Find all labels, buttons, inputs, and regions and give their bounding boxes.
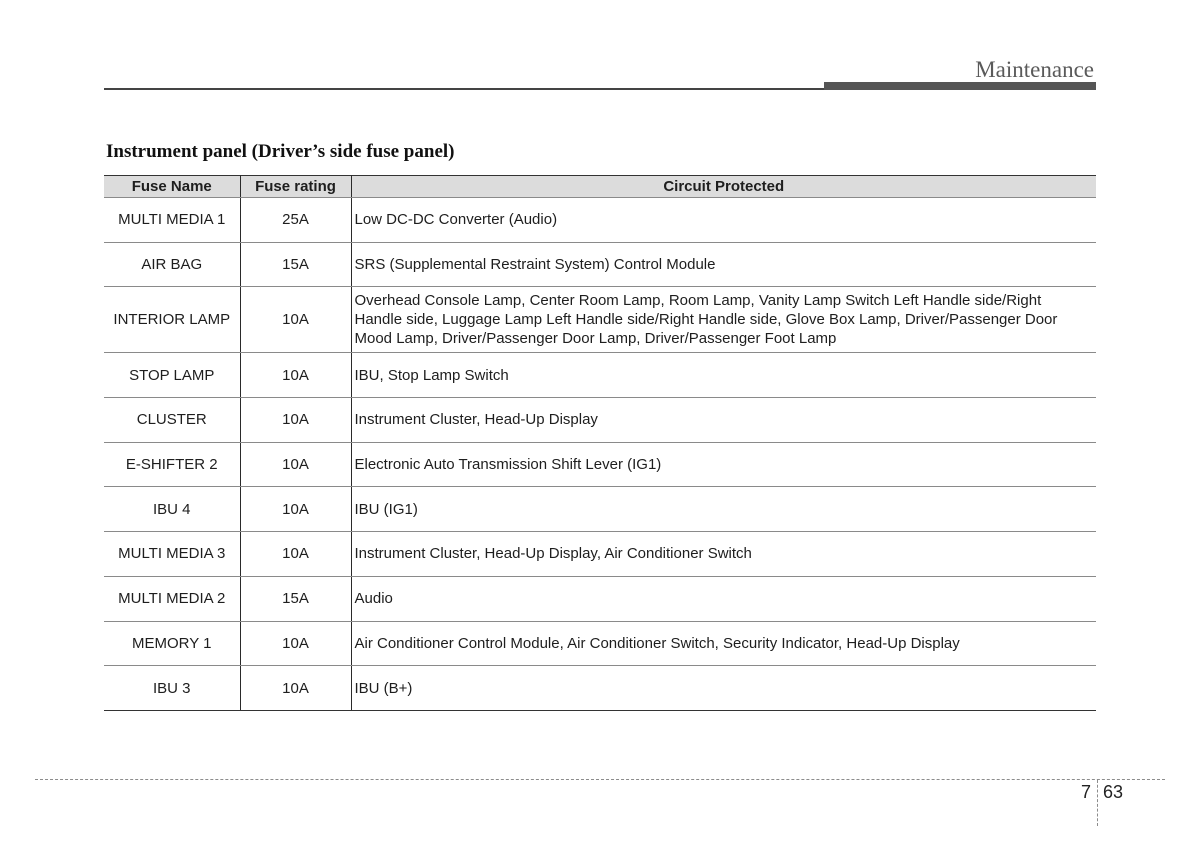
fuse-rating-cell: 10A — [240, 287, 351, 353]
column-header-fuse-rating: Fuse rating — [240, 176, 351, 198]
circuit-protected-cell: IBU (B+) — [351, 666, 1096, 711]
page-number: 63 — [1103, 782, 1124, 802]
table-row — [104, 353, 1096, 398]
footer-divider — [1097, 780, 1098, 826]
fuse-rating-cell: 10A — [240, 666, 351, 711]
fuse-name-cell: MULTI MEDIA 2 — [104, 576, 240, 621]
fuse-rating-cell: 10A — [240, 532, 351, 577]
circuit-protected-cell: Instrument Cluster, Head-Up Display, Air Conditioner Switch — [351, 532, 1096, 577]
header-accent-bar — [824, 82, 1096, 90]
fuse-table-header — [104, 176, 1096, 198]
page-title: Instrument panel (Driver’s side fuse panel) — [106, 141, 455, 162]
fuse-name-cell: INTERIOR LAMP — [104, 287, 240, 353]
fuse-rating-cell: 15A — [240, 242, 351, 287]
column-header-circuit-protected: Circuit Protected — [351, 176, 1096, 198]
footer-rule — [35, 779, 1165, 780]
circuit-protected-cell: Audio — [351, 576, 1096, 621]
table-row — [104, 287, 1096, 353]
fuse-name-cell: E-SHIFTER 2 — [104, 442, 240, 487]
column-header-fuse-name: Fuse Name — [104, 176, 240, 198]
fuse-name-cell: IBU 4 — [104, 487, 240, 532]
fuse-rating-cell: 15A — [240, 576, 351, 621]
fuse-name-cell: IBU 3 — [104, 666, 240, 711]
fuse-name-cell: AIR BAG — [104, 242, 240, 287]
circuit-protected-cell: IBU (IG1) — [351, 487, 1096, 532]
fuse-table — [104, 175, 1096, 711]
table-row — [104, 621, 1096, 666]
fuse-name-cell: STOP LAMP — [104, 353, 240, 398]
circuit-protected-cell: Low DC-DC Converter (Audio) — [351, 198, 1096, 243]
circuit-protected-cell: SRS (Supplemental Restraint System) Control Module — [351, 242, 1096, 287]
fuse-rating-cell: 10A — [240, 487, 351, 532]
fuse-name-cell: MEMORY 1 — [104, 621, 240, 666]
fuse-name-cell: MULTI MEDIA 3 — [104, 532, 240, 577]
table-row — [104, 487, 1096, 532]
circuit-protected-cell: Instrument Cluster, Head-Up Display — [351, 398, 1096, 443]
table-row — [104, 198, 1096, 243]
circuit-protected-cell: Overhead Console Lamp, Center Room Lamp, Room Lamp, Vanity Lamp Switch Left Handle side/Right Handle side, Luggage Lamp Left Handle side/Right Handle side, Glove Box Lamp, Driver/Passenger Door Mood Lamp, Driver/Passenger Door Lamp, Driver/Passenger Foot Lamp — [351, 287, 1096, 353]
header-row — [104, 176, 1096, 198]
table-row — [104, 576, 1096, 621]
circuit-protected-cell: IBU, Stop Lamp Switch — [351, 353, 1096, 398]
circuit-protected-cell: Electronic Auto Transmission Shift Lever (IG1) — [351, 442, 1096, 487]
fuse-name-cell: MULTI MEDIA 1 — [104, 198, 240, 243]
circuit-protected-cell: Air Conditioner Control Module, Air Conditioner Switch, Security Indicator, Head-Up Display — [351, 621, 1096, 666]
table-row — [104, 666, 1096, 711]
table-row — [104, 398, 1096, 443]
table-row — [104, 242, 1096, 287]
fuse-rating-cell: 10A — [240, 398, 351, 443]
fuse-table-body — [104, 198, 1096, 711]
fuse-rating-cell: 25A — [240, 198, 351, 243]
fuse-rating-cell: 10A — [240, 442, 351, 487]
fuse-rating-cell: 10A — [240, 621, 351, 666]
fuse-rating-cell: 10A — [240, 353, 351, 398]
table-row — [104, 532, 1096, 577]
table-row — [104, 442, 1096, 487]
fuse-name-cell: CLUSTER — [104, 398, 240, 443]
section-header: Maintenance — [975, 57, 1094, 82]
chapter-number: 7 — [1080, 782, 1091, 802]
